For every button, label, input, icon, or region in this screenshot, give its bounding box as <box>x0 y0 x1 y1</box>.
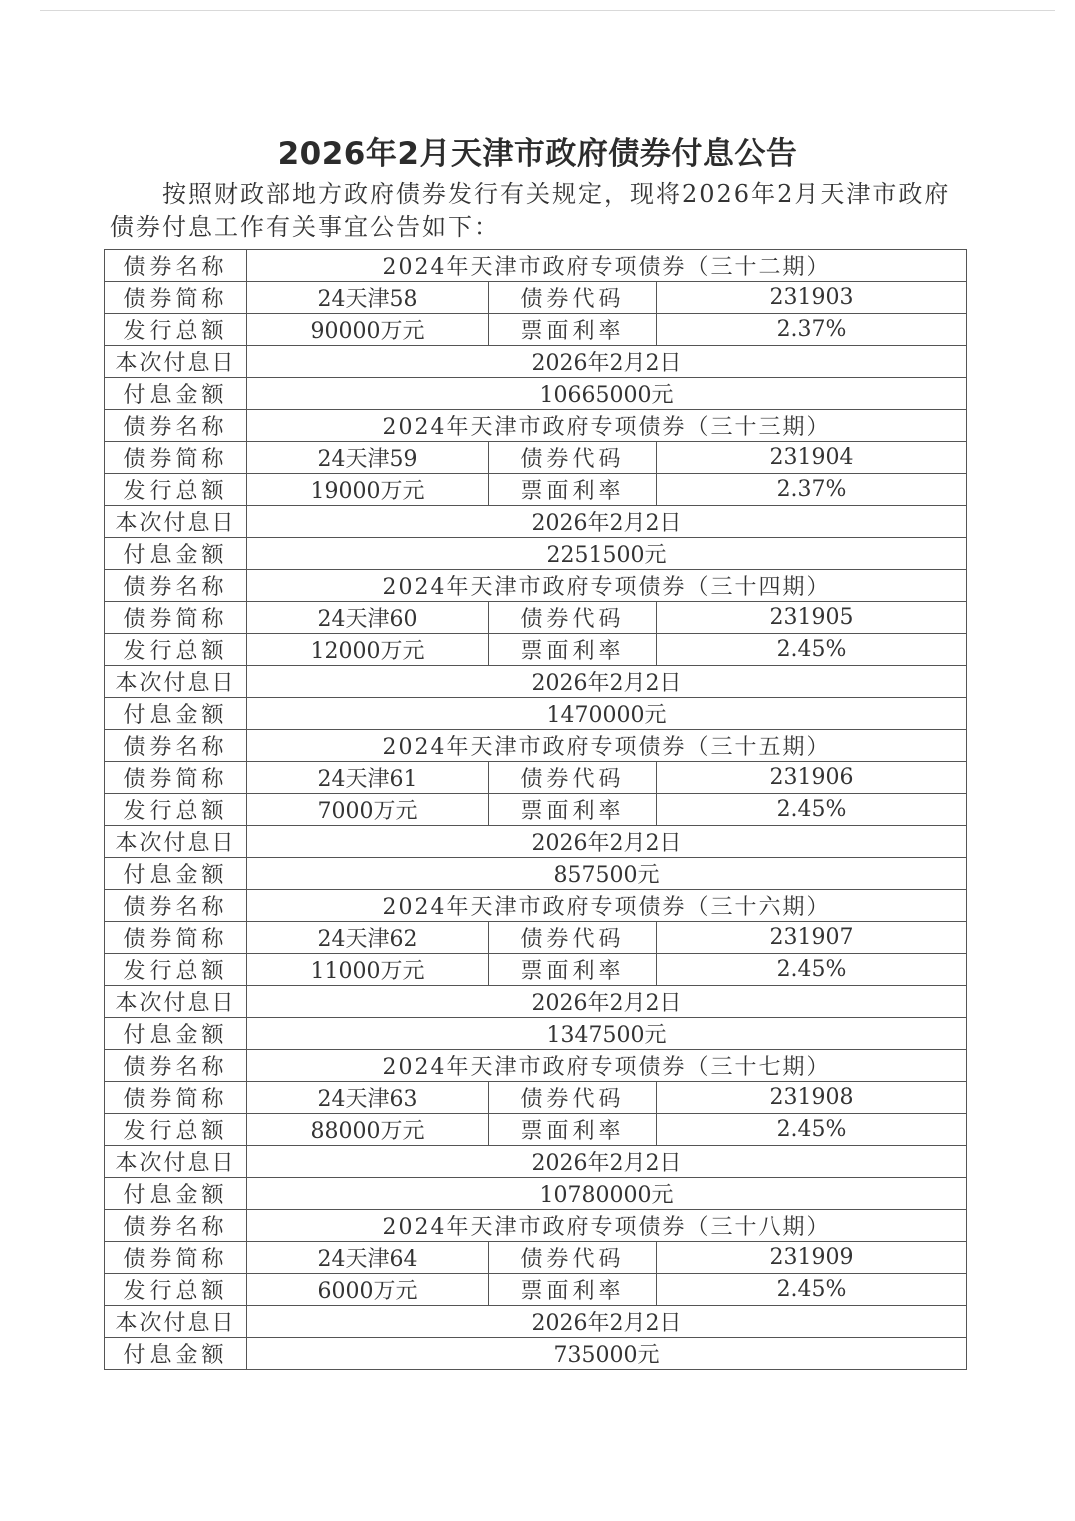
bond-short-name: 24天津61 <box>247 762 489 794</box>
payment-date: 2026年2月2日 <box>247 826 967 858</box>
payment-date: 2026年2月2日 <box>247 1146 967 1178</box>
bond-date-row <box>105 666 967 698</box>
label-interest-amount: 付息金额 <box>105 858 247 890</box>
bond-date-row <box>105 1146 967 1178</box>
bond-name-row <box>105 890 967 922</box>
label-payment-date: 本次付息日 <box>105 826 247 858</box>
label-bond-name: 债券名称 <box>105 890 247 922</box>
label-bond-name: 债券名称 <box>105 730 247 762</box>
interest-amount: 2251500元 <box>247 538 967 570</box>
bond-amount-row <box>105 314 967 346</box>
bond-name: 2024年天津市政府专项债券（三十三期） <box>247 410 967 442</box>
label-bond-short: 债券简称 <box>105 922 247 954</box>
bond-name-row <box>105 730 967 762</box>
bond-name: 2024年天津市政府专项债券（三十六期） <box>247 890 967 922</box>
bond-short-row <box>105 922 967 954</box>
label-payment-date: 本次付息日 <box>105 986 247 1018</box>
bond-code: 231906 <box>657 762 967 794</box>
bond-code: 231907 <box>657 922 967 954</box>
bond-short-row <box>105 1242 967 1274</box>
bond-name-row <box>105 1050 967 1082</box>
issue-amount: 12000万元 <box>247 634 489 666</box>
page-title: 2026年2月天津市政府债券付息公告 <box>277 136 798 172</box>
label-coupon-rate: 票面利率 <box>489 634 657 666</box>
label-bond-code: 债券代码 <box>489 922 657 954</box>
interest-amount: 1347500元 <box>247 1018 967 1050</box>
label-interest-amount: 付息金额 <box>105 1018 247 1050</box>
label-payment-date: 本次付息日 <box>105 1146 247 1178</box>
coupon-rate: 2.45% <box>657 954 967 986</box>
label-bond-name: 债券名称 <box>105 410 247 442</box>
bond-interest-row <box>105 378 967 410</box>
issue-amount: 6000万元 <box>247 1274 489 1306</box>
coupon-rate: 2.45% <box>657 794 967 826</box>
issue-amount: 88000万元 <box>247 1114 489 1146</box>
label-bond-short: 债券简称 <box>105 1242 247 1274</box>
bond-name: 2024年天津市政府专项债券（三十二期） <box>247 250 967 282</box>
bond-short-name: 24天津59 <box>247 442 489 474</box>
bond-table-body <box>105 250 967 1370</box>
bond-code: 231909 <box>657 1242 967 1274</box>
label-payment-date: 本次付息日 <box>105 1306 247 1338</box>
label-bond-code: 债券代码 <box>489 1242 657 1274</box>
bond-interest-row <box>105 858 967 890</box>
label-issue-amount: 发行总额 <box>105 314 247 346</box>
bond-interest-row <box>105 1018 967 1050</box>
payment-date: 2026年2月2日 <box>247 346 967 378</box>
label-interest-amount: 付息金额 <box>105 378 247 410</box>
bond-name: 2024年天津市政府专项债券（三十四期） <box>247 570 967 602</box>
label-interest-amount: 付息金额 <box>105 1178 247 1210</box>
label-bond-code: 债券代码 <box>489 1082 657 1114</box>
label-coupon-rate: 票面利率 <box>489 794 657 826</box>
label-coupon-rate: 票面利率 <box>489 474 657 506</box>
issue-amount: 7000万元 <box>247 794 489 826</box>
label-bond-short: 债券简称 <box>105 1082 247 1114</box>
bond-name-row <box>105 1210 967 1242</box>
bond-code: 231904 <box>657 442 967 474</box>
bond-amount-row <box>105 634 967 666</box>
bond-date-row <box>105 1306 967 1338</box>
label-bond-code: 债券代码 <box>489 602 657 634</box>
bond-name: 2024年天津市政府专项债券（三十八期） <box>247 1210 967 1242</box>
label-coupon-rate: 票面利率 <box>489 954 657 986</box>
bond-short-row <box>105 1082 967 1114</box>
bond-interest-row <box>105 698 967 730</box>
bond-interest-row <box>105 1178 967 1210</box>
bond-amount-row <box>105 1114 967 1146</box>
bond-amount-row <box>105 954 967 986</box>
issue-amount: 19000万元 <box>247 474 489 506</box>
bond-name-row <box>105 570 967 602</box>
bond-interest-row <box>105 1338 967 1370</box>
label-bond-name: 债券名称 <box>105 250 247 282</box>
bond-date-row <box>105 346 967 378</box>
bond-short-name: 24天津63 <box>247 1082 489 1114</box>
label-issue-amount: 发行总额 <box>105 474 247 506</box>
bond-amount-row <box>105 474 967 506</box>
bond-interest-table <box>104 249 967 1370</box>
interest-amount: 1470000元 <box>247 698 967 730</box>
bond-amount-row <box>105 1274 967 1306</box>
label-issue-amount: 发行总额 <box>105 1114 247 1146</box>
scan-edge-line <box>40 10 1055 11</box>
bond-short-name: 24天津58 <box>247 282 489 314</box>
label-bond-code: 债券代码 <box>489 442 657 474</box>
label-bond-code: 债券代码 <box>489 762 657 794</box>
bond-date-row <box>105 986 967 1018</box>
bond-short-row <box>105 282 967 314</box>
issue-amount: 11000万元 <box>247 954 489 986</box>
label-issue-amount: 发行总额 <box>105 794 247 826</box>
label-interest-amount: 付息金额 <box>105 1338 247 1370</box>
label-coupon-rate: 票面利率 <box>489 1114 657 1146</box>
interest-amount: 10780000元 <box>247 1178 967 1210</box>
interest-amount: 857500元 <box>247 858 967 890</box>
label-coupon-rate: 票面利率 <box>489 1274 657 1306</box>
label-interest-amount: 付息金额 <box>105 698 247 730</box>
bond-name-row <box>105 250 967 282</box>
coupon-rate: 2.37% <box>657 474 967 506</box>
label-payment-date: 本次付息日 <box>105 346 247 378</box>
payment-date: 2026年2月2日 <box>247 1306 967 1338</box>
bond-name: 2024年天津市政府专项债券（三十五期） <box>247 730 967 762</box>
bond-amount-row <box>105 794 967 826</box>
bond-short-name: 24天津62 <box>247 922 489 954</box>
label-bond-name: 债券名称 <box>105 570 247 602</box>
label-issue-amount: 发行总额 <box>105 954 247 986</box>
coupon-rate: 2.45% <box>657 1114 967 1146</box>
payment-date: 2026年2月2日 <box>247 666 967 698</box>
bond-short-row <box>105 762 967 794</box>
label-issue-amount: 发行总额 <box>105 1274 247 1306</box>
bond-interest-row <box>105 538 967 570</box>
label-bond-short: 债券简称 <box>105 762 247 794</box>
label-payment-date: 本次付息日 <box>105 506 247 538</box>
bond-name: 2024年天津市政府专项债券（三十七期） <box>247 1050 967 1082</box>
coupon-rate: 2.37% <box>657 314 967 346</box>
payment-date: 2026年2月2日 <box>247 986 967 1018</box>
bond-date-row <box>105 826 967 858</box>
bond-short-name: 24天津64 <box>247 1242 489 1274</box>
bond-code: 231908 <box>657 1082 967 1114</box>
coupon-rate: 2.45% <box>657 1274 967 1306</box>
bond-short-row <box>105 442 967 474</box>
bond-short-row <box>105 602 967 634</box>
bond-short-name: 24天津60 <box>247 602 489 634</box>
label-bond-short: 债券简称 <box>105 442 247 474</box>
label-payment-date: 本次付息日 <box>105 666 247 698</box>
label-bond-short: 债券简称 <box>105 282 247 314</box>
bond-date-row <box>105 506 967 538</box>
label-bond-name: 债券名称 <box>105 1050 247 1082</box>
label-interest-amount: 付息金额 <box>105 538 247 570</box>
label-bond-short: 债券简称 <box>105 602 247 634</box>
label-bond-name: 债券名称 <box>105 1210 247 1242</box>
bond-code: 231903 <box>657 282 967 314</box>
label-coupon-rate: 票面利率 <box>489 314 657 346</box>
coupon-rate: 2.45% <box>657 634 967 666</box>
bond-code: 231905 <box>657 602 967 634</box>
intro-paragraph: 按照财政部地方政府债券发行有关规定，现将2026年2月天津市政府债券付息工作有关事宜公告如下： <box>110 180 951 241</box>
issue-amount: 90000万元 <box>247 314 489 346</box>
label-bond-code: 债券代码 <box>489 282 657 314</box>
bond-name-row <box>105 410 967 442</box>
label-issue-amount: 发行总额 <box>105 634 247 666</box>
payment-date: 2026年2月2日 <box>247 506 967 538</box>
interest-amount: 735000元 <box>247 1338 967 1370</box>
interest-amount: 10665000元 <box>247 378 967 410</box>
